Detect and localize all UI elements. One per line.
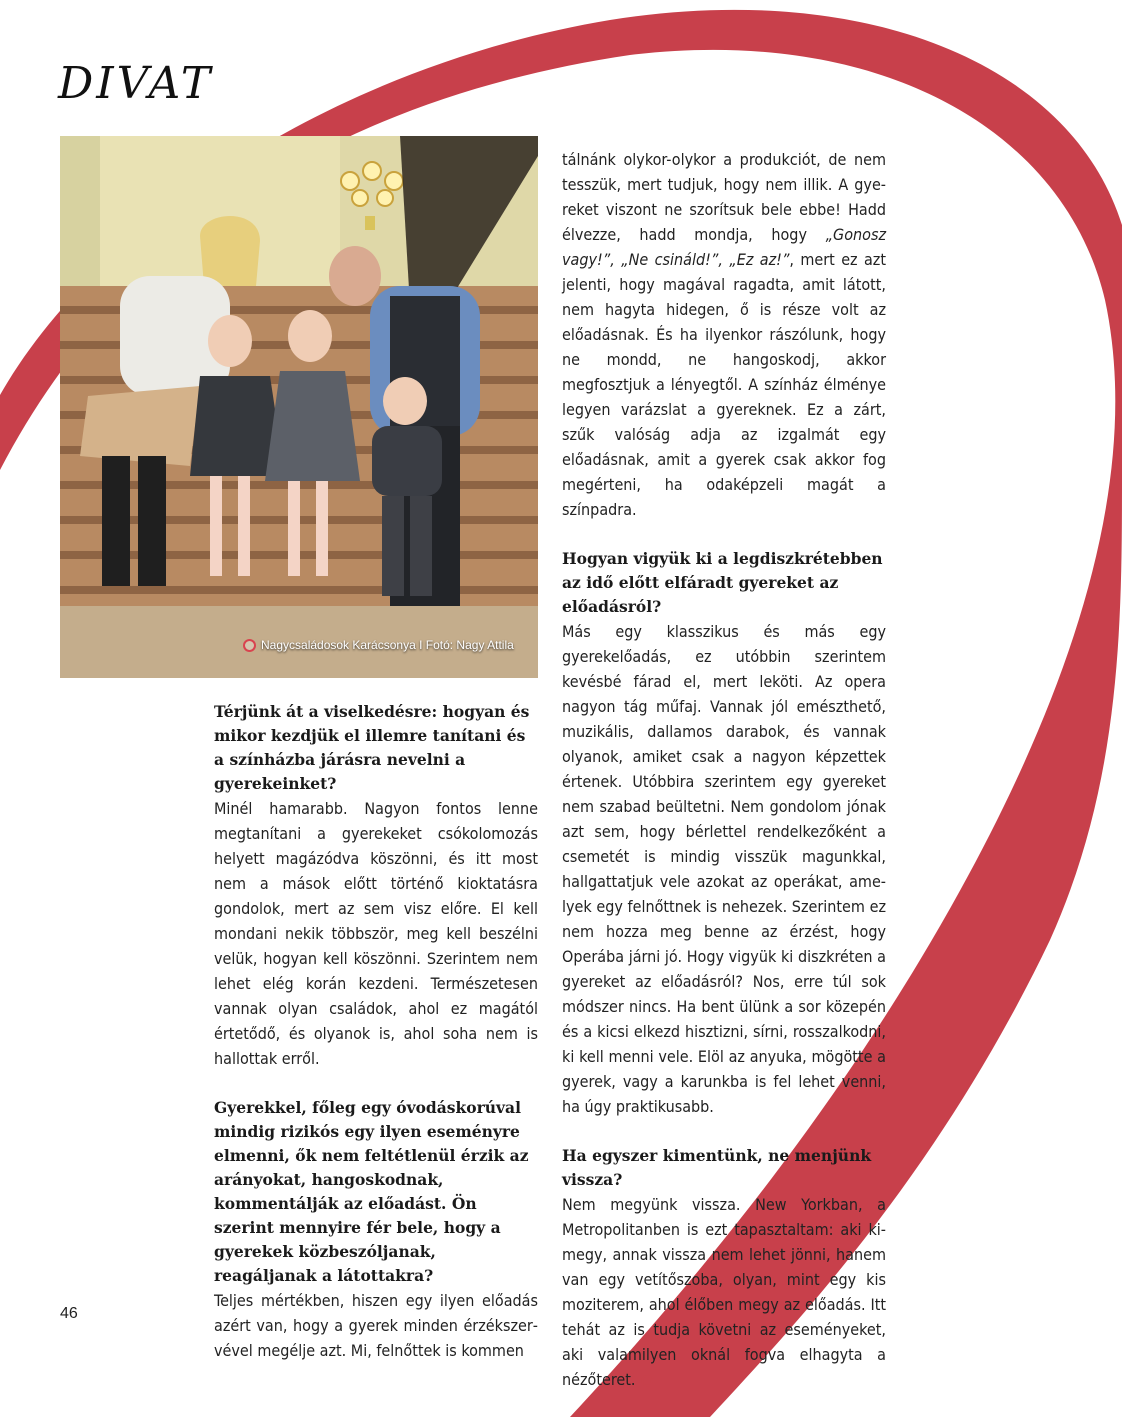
interview-question: Gyerekkel, főleg egy óvodáskorúval mindig rizikós egy ilyen eseményre elmenni, ők nem feltétlenül érzik az arányokat, hangoskodnak, kommentálják az előadást. Ön szerint mennyire fér bele, hogy a gyerekek közbeszóljanak, reagáljanak a látottakra? [214,1098,529,1285]
interview-answer: Minél hamarabb. Nagyon fontos lenne megtanítani a gyerekeket csókolomozás helyett magázódva köszönni, és itt most nem a mások előtt történő kioktatásra gondolok, mert az sem visz előre. El kell mondani nekik többször, meg kell beszélni velük, hogyan kell köszönni. Szerintem nem lehet elég korán kezdeni. Természetesen vannak olyan családok, ahol ez magától értetődő, és olyanok is, ahol soha nem is hallottak erről. [214,799,538,1068]
interview-answer: Más egy klasszikus és más egy gyerekelőadás, ez utóbbin szerintem kevésbé fárad el, mert leköti. Az opera nagyon tág műfaj. Vannak jól emészthető, muzikális, dallamos darabok, és vannak olyanok, amiket csak a nagyon képzettek értenek. Utóbbira szerintem egy gyereket nem szabad beültetni. Nem gondolom jónak azt sem, hogy bérlettel rendelkezőként a csemetét is mindig visszük magunkkal, hallgattatjuk vele azokat az operákat, amelyek egy felnőttnek is nehezek. Szerintem ez nem hozza meg benne az érzést, hogy Operába járni jó. Hogy vigyük ki diszkréten a gyereket az előadásról? Nos, erre túl sok módszer nincs. Ha bent ülünk a sor közepén és a kicsi elkezd hisztizni, sírni, rosszalkodni, ki kell menni vele. Elöl az anyuka, mögötte a gyerek, vagy a karunkba is fel lehet venni, ha úgy praktikusabb. [562,622,886,1116]
end-circle-icon [641,1375,653,1387]
answer-text: , mert ez azt jelenti, hogy magával ragadta, amit látott, nem hagyta hidegen, ő is része volt az előadásnak. És ha ilyenkor rászólunk, hogy ne mondd, ne hangoskodj, akkor megfosztjuk a lényegtől. A színház élménye legyen varázslat a gyereknek. Ez a zárt, szűk valóság adja az izgalmát egy előadásnak, amit a gyerek csak akkor fog megérteni, ha odaképzeli magát a színpadra. [562,250,887,519]
interview-question: Ha egyszer kimentünk, ne menjünk vissza? [562,1146,872,1189]
article-left-column [214,700,538,1363]
interview-answer-continuation [562,147,886,522]
quoted-phrases: „Gonosz vagy!”, „Ne csináld!”, „Ez az!” [562,225,886,269]
answer-text: tálnánk olykor-olykor a produkciót, de nem tesszük, mert tudjuk, hogy nem illik. A gyereket viszont ne szorítsuk bele ebbe! Hadd élvezze, hadd mondja, hogy [562,150,886,244]
photo-caption-text: Nagycsaládosok Karácsonya I Fotó: Nagy Attila [261,638,514,652]
photo-caption [60,638,538,652]
family-photo [60,136,538,678]
interview-answer: Teljes mértékben, hiszen egy ilyen előadás azért van, hogy a gyerek minden érzékszervével megélje azt. Mi, felnőttek is kommen [214,1291,538,1360]
circle-icon [243,639,256,652]
interview-answer [562,1192,886,1392]
section-title: DIVAT [58,58,214,109]
family-photo-illustration [60,136,538,678]
article-right-column [562,147,886,1392]
interview-question: Térjünk át a viselkedésre: hogyan és mikor kezdjük el illemre tanítani és a színházba járásra nevelni a gyerekeinket? [214,702,530,793]
page-number: 46 [60,1305,78,1322]
answer-text: Nem megyünk vissza. New Yorkban, a Metropolitanben is ezt tapasztaltam: aki kimegy, annak vissza nem lehet jönni, hanem van egy vetítőszoba, olyan, mint egy kis moziterem, ahol élőben megy az előadás. Itt tehát az is tudja követni az eseményeket, aki valamilyen oknál fogva elhagyta a nézőteret. [562,1195,886,1389]
interview-question: Hogyan vigyük ki a legdiszkrétebben az idő előtt elfáradt gyereket az előadásról? [562,549,883,616]
